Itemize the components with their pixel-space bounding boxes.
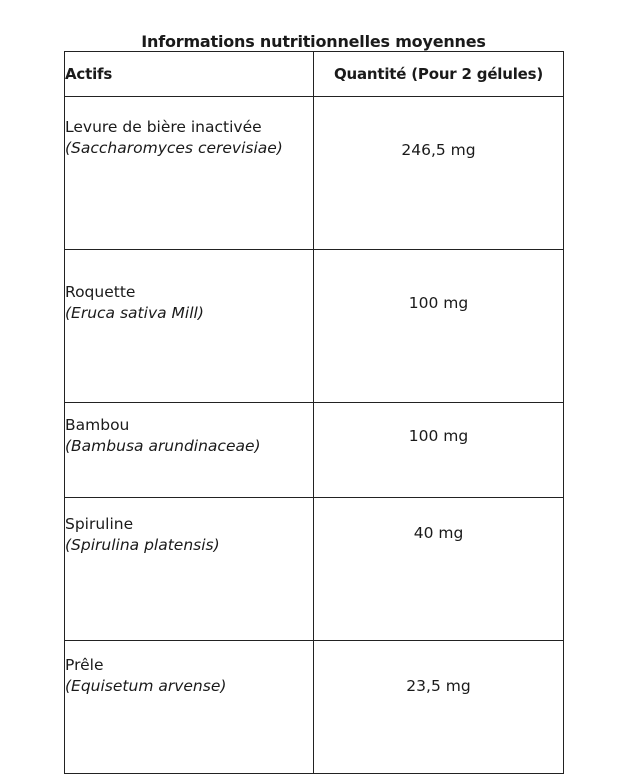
quantity-cell: 100 mg (314, 250, 564, 403)
table-header-row (65, 52, 564, 97)
ingredient-latin-name: (Spirulina platensis) (65, 536, 220, 554)
ingredient-cell (65, 250, 314, 403)
ingredient-name: Roquette (65, 283, 136, 301)
header-actifs: Actifs (65, 52, 314, 97)
ingredient-cell (65, 641, 314, 774)
header-quantite: Quantité (Pour 2 gélules) (314, 52, 564, 97)
ingredient-name: Prêle (65, 656, 104, 674)
table-row (65, 641, 564, 774)
table-row (65, 250, 564, 403)
ingredient-name: Levure de bière inactivée (65, 118, 262, 136)
ingredient-cell (65, 97, 314, 250)
ingredient-name: Bambou (65, 416, 130, 434)
ingredient-cell (65, 403, 314, 498)
table-row (65, 498, 564, 641)
table-title: Informations nutritionnelles moyennes (141, 32, 486, 51)
ingredient-latin-name: (Eruca sativa Mill) (65, 304, 204, 322)
ingredient-cell (65, 498, 314, 641)
quantity-cell: 23,5 mg (314, 641, 564, 774)
quantity-cell: 40 mg (314, 498, 564, 641)
table-row (65, 403, 564, 498)
ingredient-latin-name: (Saccharomyces cerevisiae) (65, 139, 283, 157)
ingredient-name: Spiruline (65, 515, 134, 533)
ingredient-latin-name: (Bambusa arundinaceae) (65, 437, 261, 455)
quantity-cell: 100 mg (314, 403, 564, 498)
ingredient-latin-name: (Equisetum arvense) (65, 677, 227, 695)
table-row (65, 97, 564, 250)
quantity-cell: 246,5 mg (314, 97, 564, 250)
nutrition-table (64, 51, 564, 774)
